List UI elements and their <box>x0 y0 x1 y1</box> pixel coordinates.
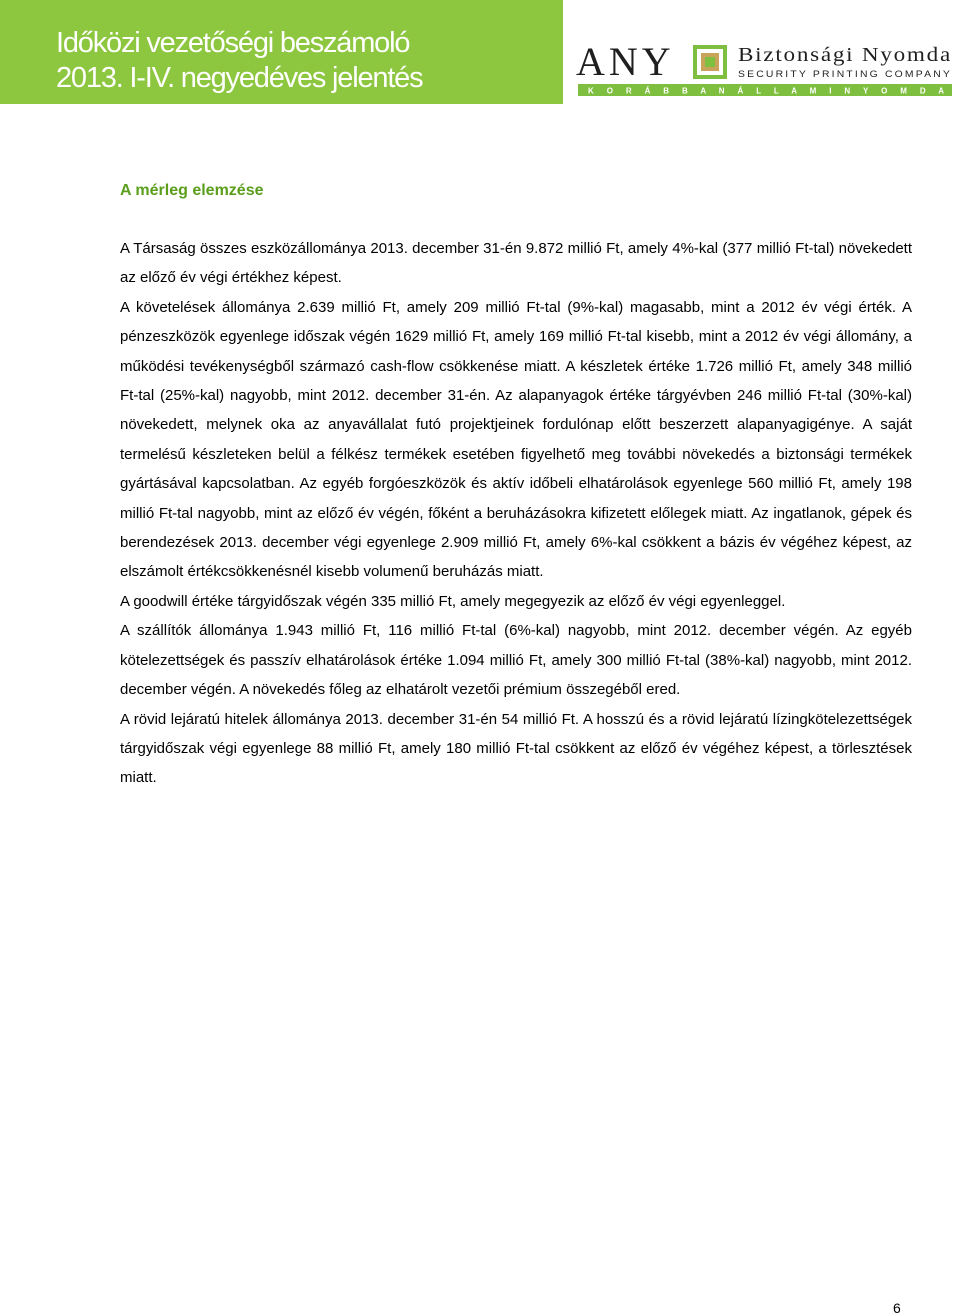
report-subtitle: 2013. I-IV. negyedéves jelentés <box>56 62 423 94</box>
nested-squares-logo-icon <box>693 45 727 79</box>
paragraph-loans: A rövid lejáratú hitelek állománya 2013. december 31-én 54 millió Ft. A hosszú és a rövid lejáratú lízingkötelezettségek tárgyidőszak végi egyenlege 88 millió Ft, amely 180 millió Ft-tal csökkent az előző év végéhez képest, a törlesztések miatt. <box>120 710 912 787</box>
page-number: 6 <box>893 1300 901 1316</box>
logo-strip-text: K O R Á B B A N Á L L A M I N Y O M D A <box>588 86 944 96</box>
logo-company-name: Biztonsági Nyomda <box>738 44 952 66</box>
paragraph-goodwill: A goodwill értéke tárgyidőszak végén 335 millió Ft, amely megegyezik az előző év végi egyenleggel. <box>120 592 786 610</box>
company-logo <box>576 40 954 98</box>
report-title: Időközi vezetőségi beszámoló <box>56 27 410 59</box>
paragraph-suppliers: A szállítók állománya 1.943 millió Ft, 116 millió Ft-tal (6%-kal) nagyobb, mint 2012. december végén. Az egyéb kötelezettségek és passzív elhatárolások értéke 1.094 millió Ft, amely 300 millió Ft-tal (38%-kal) nagyobb, mint 2012. december végén. A növekedés főleg az elhatárolt vezetői prémium összegéből ered. <box>120 622 912 699</box>
paragraph-receivables: A követelések állománya 2.639 millió Ft, amely 209 millió Ft-tal (9%-kal) magasabb, mint a 2012 év végi érték. A pénzeszközök egyenlege időszak végén 1629 millió Ft, amely 169 millió Ft-tal kisebb, mint a 2012 év végi állomány, a működési tevékenységből származó cash-flow csökkenése miatt. A készletek értéke 1.726 millió Ft, amely 348 millió Ft-tal (25%-kal) nagyobb, mint 2012. december 31-én. Az alapanyagok értéke tárgyévben 246 millió Ft-tal (30%-kal) növekedett, melynek oka az anyavállalat futó projektjeinek fordulónap előtt beszerzett alapanyagigénye. A saját termelésű készleteken belül a félkész termékek esetében figyelhető meg további növekedés a biztonsági termékek gyártásával kapcsolatban. Az egyéb forgóeszközök és aktív időbeli elhatárolások egyenlege 560 millió Ft, amely 198 millió Ft-tal nagyobb, mint az előző év végén, főként a beruházásokra kifizetett előlegek miatt. Az ingatlanok, gépek és berendezések 2013. december végi egyenlege 2.909 millió Ft, amely 6%-kal csökkent a bázis év végéhez képest, az elszámolt értékcsökkenésnél kisebb volumenű beruházás miatt. <box>120 298 912 581</box>
analysis-body <box>120 234 912 793</box>
header-band <box>0 0 563 104</box>
logo-mark: ANY <box>576 40 675 84</box>
logo-tagline: SECURITY PRINTING COMPANY <box>738 69 952 80</box>
section-heading: A mérleg elemzése <box>120 182 264 199</box>
paragraph-total-assets: A Társaság összes eszközállománya 2013. december 31-én 9.872 millió Ft, amely 4%-kal (377 millió Ft-tal) növekedett az előző év végi értékhez képest. <box>120 240 912 287</box>
